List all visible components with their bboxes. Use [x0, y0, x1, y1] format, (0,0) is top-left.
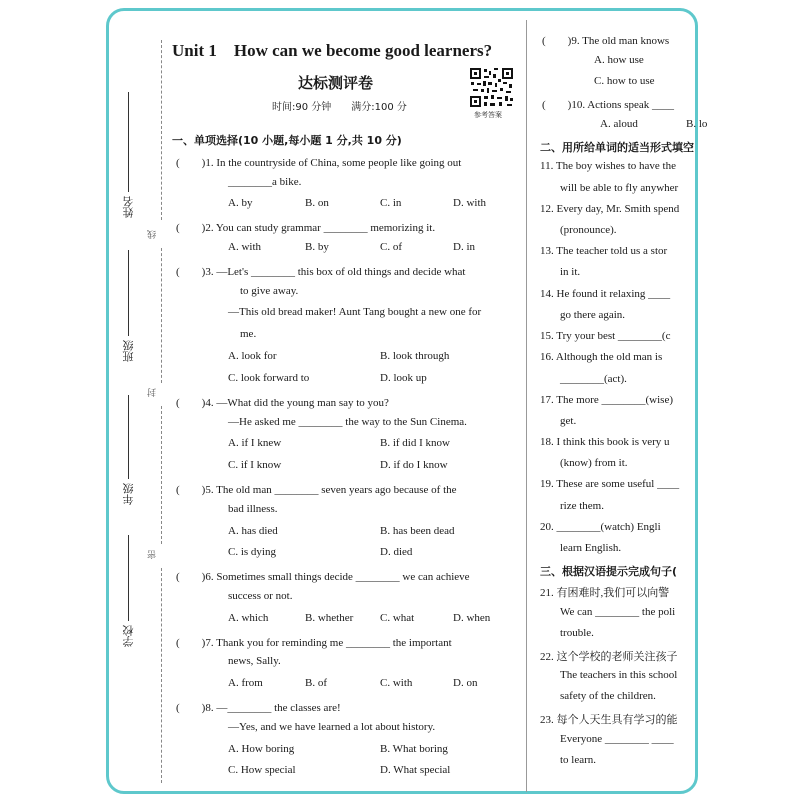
question-line: C. How special: [228, 764, 296, 776]
question-line: 23. 每个人天生具有学习的能: [540, 714, 678, 726]
question-line: 11. The boy wishes to have the: [540, 160, 676, 172]
question-line: 21. 有困难时,我们可以向警: [540, 587, 670, 599]
question-line: B. lo: [686, 118, 708, 130]
question-line: —He asked me ________ the way to the Sun Cinema.: [228, 416, 467, 428]
question-line: to give away.: [240, 285, 299, 297]
question-line: A. with: [228, 241, 261, 253]
question-line: in it.: [560, 266, 581, 278]
side-label-name: 姓名: [122, 196, 135, 218]
question-line: B. What boring: [380, 743, 448, 755]
question-line: me.: [240, 328, 257, 340]
question-line: bad illness.: [228, 503, 278, 515]
question-line: 12. Every day, Mr. Smith spend: [540, 203, 680, 215]
question-line: 14. He found it relaxing ____: [540, 288, 671, 300]
question-line: —This old bread maker! Aunt Tang bought a new one for: [228, 306, 482, 318]
section-heading: 二、用所给单词的适当形式填空: [540, 141, 694, 154]
question-line: B. by: [305, 241, 329, 253]
question-line: —Yes, and we have learned a lot about history.: [228, 721, 436, 733]
side-label-school: 学校: [122, 625, 135, 647]
unit-title: Unit 1 How can we become good learners?: [172, 41, 493, 60]
question-line: ________a bike.: [228, 176, 302, 188]
question-line: B. has been dead: [380, 525, 455, 537]
question-line: go there again.: [560, 309, 626, 321]
question-line: 18. I think this book is very u: [540, 436, 670, 448]
question-line: ________(act).: [560, 373, 627, 385]
question-line: B. if did I know: [380, 437, 450, 449]
qr-caption: 参考答案: [474, 111, 502, 119]
question-line: ( )2. You can study grammar ________ memorizing it.: [176, 222, 436, 234]
question-line: A. look for: [228, 350, 277, 362]
question-line: ( )7. Thank you for reminding me ________ the important: [176, 637, 452, 649]
question-line: 15. Try your best ________(c: [540, 330, 671, 342]
question-line: 20. ________(watch) Engli: [540, 521, 661, 533]
question-line: 16. Although the old man is: [540, 351, 663, 363]
question-line: learn English.: [560, 542, 622, 554]
question-line: 19. These are some useful ____: [540, 478, 680, 490]
question-line: C. in: [380, 197, 402, 209]
question-line: ( )8. —________ the classes are!: [176, 702, 341, 714]
question-line: C. look forward to: [228, 372, 310, 384]
seal-char-close: 密: [148, 550, 158, 559]
question-line: D. if do I know: [380, 459, 448, 471]
question-line: trouble.: [560, 627, 594, 639]
question-line: A. which: [228, 612, 269, 624]
question-line: D. with: [453, 197, 486, 209]
question-line: D. in: [453, 241, 475, 253]
question-line: A. if I knew: [228, 437, 282, 449]
question-line: The teachers in this school: [560, 669, 678, 681]
question-line: We can ________ the poli: [560, 606, 676, 618]
section-heading: 一、单项选择(10 小题,每小题 1 分,共 10 分): [172, 134, 402, 147]
question-line: ( )6. Sometimes small things decide ________ we can achieve: [176, 571, 470, 583]
question-line: rize them.: [560, 500, 604, 512]
question-line: D. What special: [380, 764, 451, 776]
question-line: (know) from it.: [560, 457, 628, 469]
question-line: C. is dying: [228, 546, 276, 558]
section-heading: 三、根据汉语提示完成句子(: [540, 565, 678, 578]
question-line: ( )9. The old man knows: [542, 35, 670, 47]
seal-char-line: 线: [148, 230, 158, 239]
question-line: B. whether: [305, 612, 354, 624]
question-line: A. how use: [594, 54, 644, 66]
question-line: success or not.: [228, 590, 293, 602]
question-line: B. of: [305, 677, 327, 689]
question-line: 13. The teacher told us a stor: [540, 245, 668, 257]
question-line: C. of: [380, 241, 402, 253]
question-line: get.: [560, 415, 577, 427]
question-line: D. died: [380, 546, 413, 558]
question-line: 22. 这个学校的老师关注孩子: [540, 651, 678, 663]
question-line: Everyone ________ ____: [560, 733, 674, 745]
question-line: C. with: [380, 677, 413, 689]
side-label-class: 班级: [122, 340, 135, 362]
question-line: 17. The more ________(wise): [540, 394, 673, 406]
question-line: A. has died: [228, 525, 278, 537]
question-line: A. from: [228, 677, 263, 689]
question-line: B. on: [305, 197, 329, 209]
question-line: A. by: [228, 197, 253, 209]
question-line: ( )1. In the countryside of China, some people like going out: [176, 157, 462, 169]
question-line: C. how to use: [594, 75, 655, 87]
question-line: safety of the children.: [560, 690, 656, 702]
question-line: B. look through: [380, 350, 450, 362]
question-line: will be able to fly anywher: [560, 182, 679, 194]
question-line: D. on: [453, 677, 478, 689]
question-line: A. How boring: [228, 743, 295, 755]
question-line: A. aloud: [600, 118, 638, 130]
question-line: D. when: [453, 612, 491, 624]
question-line: to learn.: [560, 754, 597, 766]
question-line: C. if I know: [228, 459, 282, 471]
test-subtitle: 达标测评卷: [298, 74, 374, 92]
side-label-grade: 年级: [122, 483, 135, 505]
question-line: C. what: [380, 612, 415, 624]
question-line: ( )4. —What did the young man say to you?: [176, 397, 389, 409]
question-line: D. look up: [380, 372, 427, 384]
question-line: ( )5. The old man ________ seven years ago because of the: [176, 484, 457, 496]
seal-char-seal: 封: [148, 388, 158, 397]
question-line: news, Sally.: [228, 655, 281, 667]
question-line: ( )3. —Let's ________ this box of old things and decide what: [176, 266, 466, 278]
test-meta: 时间:90 分钟 满分:100 分: [272, 102, 407, 113]
question-line: (pronounce).: [560, 224, 617, 236]
question-line: ( )10. Actions speak ____: [542, 99, 674, 111]
